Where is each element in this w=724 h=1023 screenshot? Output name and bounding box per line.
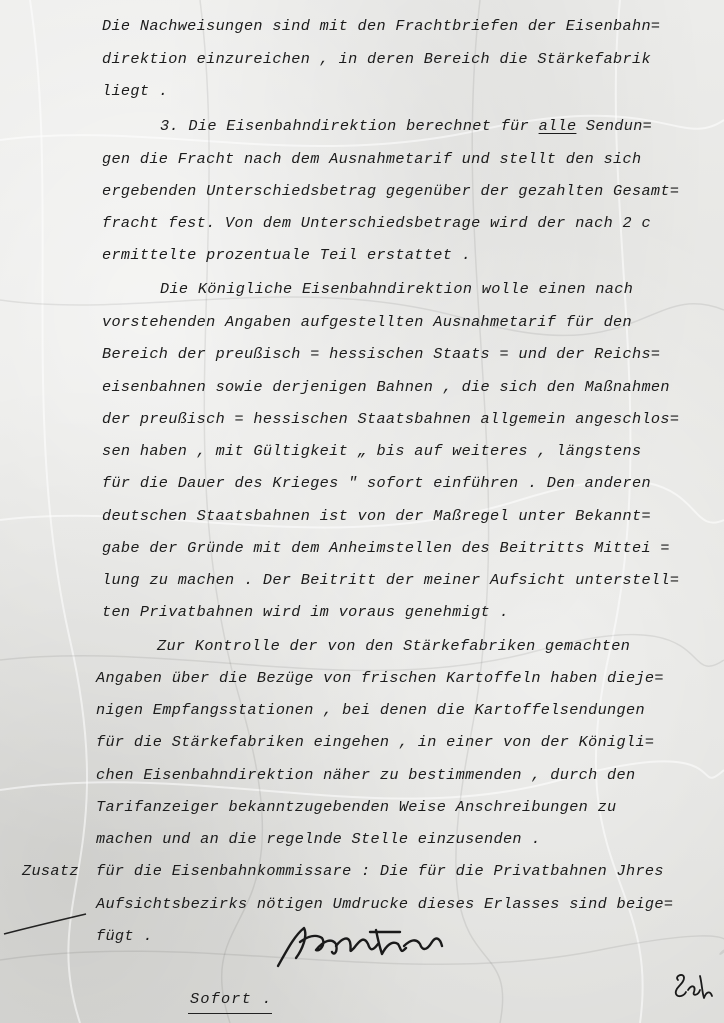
text-line-20: Zur Kontrolle der von den Stärkefabriken gemachten bbox=[157, 637, 631, 655]
handwritten-signature bbox=[272, 922, 447, 970]
text-line-14: sen haben , mit Gültigkeit „ bis auf weiteres , längstens bbox=[102, 442, 642, 460]
text-line-15: für die Dauer des Krieges " sofort einführen . Den anderen bbox=[102, 474, 651, 492]
text-line-1: Die Nachweisungen sind mit den Frachtbriefen der Eisenbahn= bbox=[102, 17, 661, 35]
margin-label-zusatz: Zusatz bbox=[22, 862, 79, 880]
text-line-17: gabe der Gründe mit dem Anheimstellen des Beitritts Mittei = bbox=[102, 539, 670, 557]
sofort-text: Sofort . bbox=[190, 990, 273, 1008]
handwritten-initials bbox=[670, 970, 714, 1004]
text-line-2: direktion einzureichen , in deren Bereich die Stärkefabrik bbox=[102, 50, 651, 68]
margin-pen-mark bbox=[2, 908, 88, 938]
text-line-29: fügt . bbox=[96, 927, 153, 945]
text-line-18: lung zu machen . Der Beitritt der meiner Aufsicht unterstell= bbox=[102, 571, 680, 589]
text-line-23: für die Stärkefabriken eingehen , in einer von der Königli= bbox=[96, 733, 655, 751]
text-line-4-start: 3. Die Eisenbahndirektion berechnet für bbox=[160, 117, 539, 135]
text-line-22: nigen Empfangsstationen , bei denen die Kartoffelsendungen bbox=[96, 701, 645, 719]
text-line-28: Aufsichtsbezirks nötigen Umdrucke dieses Erlasses sind beige= bbox=[96, 895, 674, 913]
text-line-27: für die Eisenbahnkommissare : Die für die Privatbahnen Jhres bbox=[96, 862, 664, 880]
underlined-word: alle bbox=[538, 117, 577, 135]
text-line-3: liegt . bbox=[102, 82, 169, 100]
text-line-21: Angaben über die Bezüge von frischen Kartoffeln haben dieje= bbox=[96, 669, 664, 687]
text-line-12: eisenbahnen sowie derjenigen Bahnen , die sich den Maßnahmen bbox=[102, 378, 670, 396]
text-line-25: Tarifanzeiger bekanntzugebenden Weise Anschreibungen zu bbox=[96, 798, 617, 816]
text-line-8: ermittelte prozentuale Teil erstattet . bbox=[102, 246, 472, 264]
text-line-11: Bereich der preußisch = hessischen Staats = und der Reichs= bbox=[102, 345, 661, 363]
text-line-5: gen die Fracht nach dem Ausnahmetarif und stellt den sich bbox=[102, 150, 642, 168]
text-line-4 bbox=[160, 117, 652, 135]
text-line-26: machen und an die regelnde Stelle einzusenden . bbox=[96, 830, 541, 848]
text-line-16: deutschen Staatsbahnen ist von der Maßregel unter Bekannt= bbox=[102, 507, 651, 525]
text-line-19: ten Privatbahnen wird im voraus genehmigt . bbox=[102, 603, 509, 621]
text-line-6: ergebenden Unterschiedsbetrag gegenüber der gezahlten Gesamt= bbox=[102, 182, 680, 200]
text-line-24: chen Eisenbahndirektion näher zu bestimmenden , durch den bbox=[96, 766, 636, 784]
text-line-13: der preußisch = hessischen Staatsbahnen allgemein angeschlos= bbox=[102, 410, 680, 428]
text-line-9: Die Königliche Eisenbahndirektion wolle einen nach bbox=[160, 280, 634, 298]
text-line-10: vorstehenden Angaben aufgestellten Ausnahmetarif für den bbox=[102, 313, 632, 331]
text-line-4-end: Sendun= bbox=[576, 117, 653, 135]
sofort-underline bbox=[188, 1013, 272, 1014]
text-line-7: fracht fest. Von dem Unterschiedsbetrage wird der nach 2 c bbox=[102, 214, 651, 232]
